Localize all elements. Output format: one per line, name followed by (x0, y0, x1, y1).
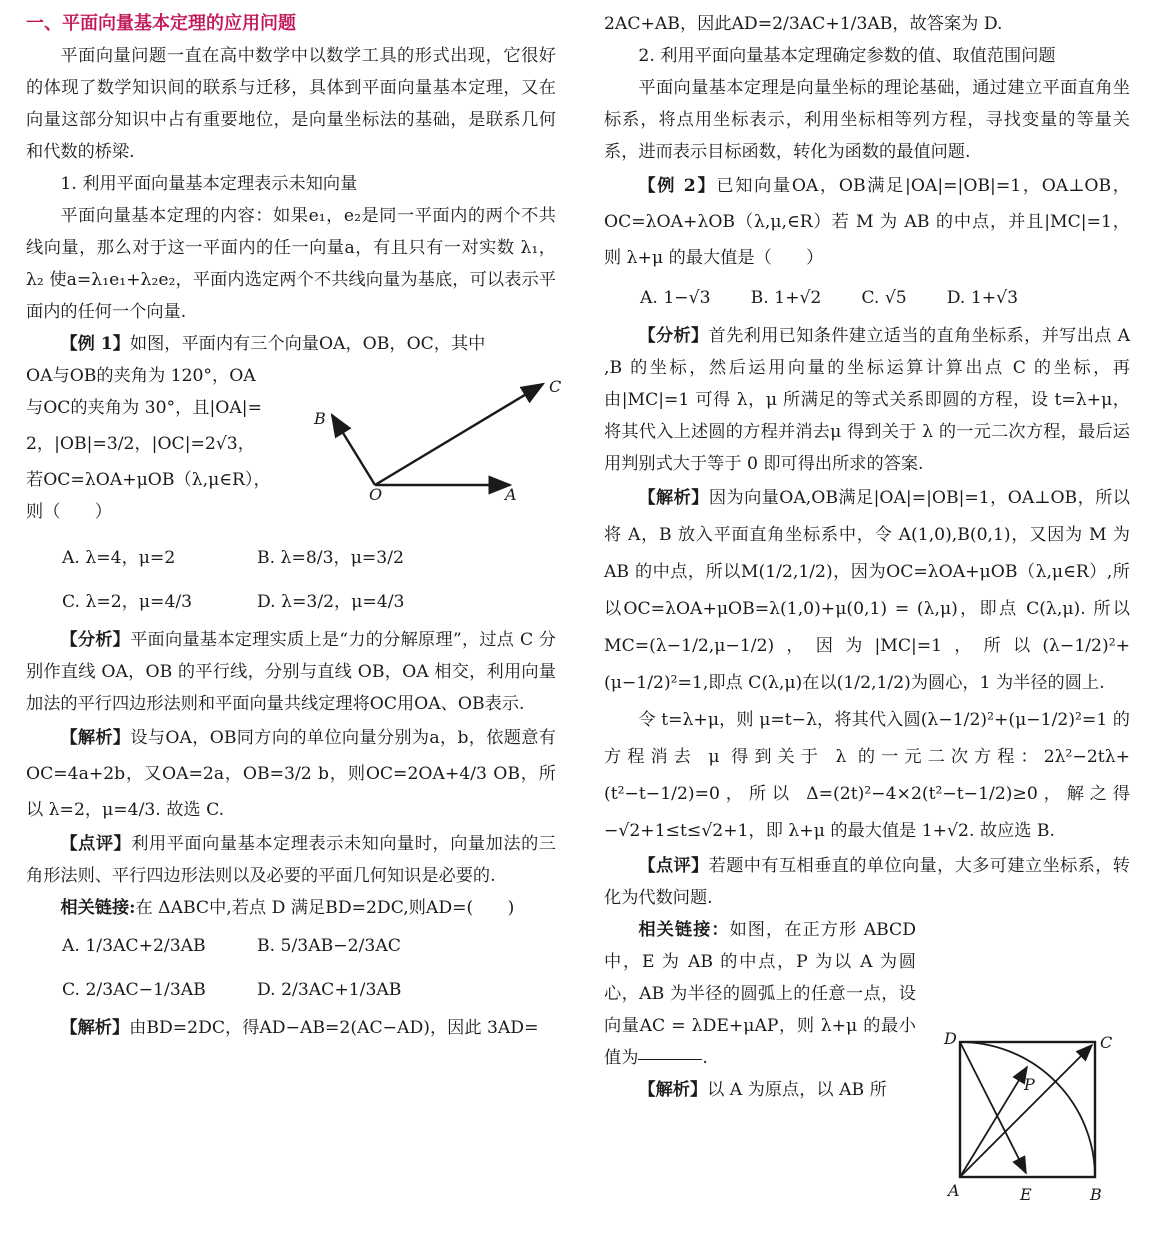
example-2-option-d: D. 1+√3 (946, 288, 1019, 308)
intro-paragraph: 平面向量问题一直在高中数学中以数学工具的形式出现，它很好的体现了数学知识间的联系与迁移，具体到平面向量基本定理，又在向量这部分知识中占有重要地位，是向量坐标法的基础，是联系几何和代数的桥梁. (26, 46, 556, 162)
figure-1-label-a: A (505, 485, 517, 504)
link-1-option-d: D. 2/3AC+1/3AB (257, 980, 402, 1000)
solution-2-tag: 【解析】 (638, 488, 709, 508)
example-1-text-3: 与OC的夹角为 30°，且|OA|= (26, 398, 262, 418)
subsection-2-title: 2. 利用平面向量基本定理确定参数的值、取值范围问题 (638, 46, 1056, 66)
example-1-text-2: OA与OB的夹角为 120°，OA (26, 366, 256, 386)
figure-2-label-b: B (1090, 1185, 1102, 1204)
example-1-option-b: B. λ=8/3，μ=3/2 (257, 548, 404, 568)
example-1-options-row-1 (26, 536, 556, 580)
vector-ob-arrow (332, 415, 375, 485)
example-1-option-c: C. λ=2，μ=4/3 (62, 592, 193, 612)
comment-1-text: 利用平面向量基本定理表示未知向量时，向量加法的三角形法则、平行四边形法则以及必要的平面几何知识是必要的. (26, 834, 556, 886)
example-2-option-b: B. 1+√2 (750, 288, 822, 308)
example-1-left-text (26, 360, 316, 528)
solution-1b-text: 由BD=2DC，得AD−AB=2(AC−AD)，因此 3AD= (129, 1018, 539, 1038)
theorem-paragraph: 平面向量基本定理的内容：如果e₁，e₂是同一平面内的两个不共线向量，那么对于这一平面内的任一向量a，有且只有一对实数 λ₁，λ₂ 使a=λ₁e₁+λ₂e₂，平面内选定两个不共线向量为基底，可以表示平面内的任何一个向量. (26, 206, 556, 322)
comment-2-tag: 【点评】 (638, 856, 709, 876)
vector-ac-arrow (960, 1045, 1092, 1177)
example-2-option-c: C. √5 (861, 288, 907, 308)
comment-2-text: 若题中有互相垂直的单位向量，大多可建立坐标系，转化为代数问题. (604, 856, 1130, 908)
link-1-options-row-1 (26, 924, 556, 968)
example-2-text: 已知向量OA，OB满足|OA|=|OB|=1，OA⊥OB，OC=λOA+λOB（λ,μ,∈R）若 M 为 AB 的中点，并且|MC|=1，则 λ+μ 的最大值是（ ） (604, 176, 1130, 268)
example-1-text-5: 若OC=λOA+μOB（λ,μ∈R）， (26, 470, 271, 490)
figure-2-label-d: D (944, 1029, 957, 1048)
solution-2c (604, 1074, 916, 1106)
example-1-option-a: A. λ=4，μ=2 (62, 548, 176, 568)
example-2-tag: 【例 2】 (638, 176, 717, 196)
solution-1b (26, 1012, 556, 1044)
comment-1 (26, 828, 556, 892)
link-1-option-c: C. 2/3AC−1/3AB (62, 980, 206, 1000)
vector-de-arrow (960, 1042, 1026, 1173)
figure-1-vectors (305, 372, 575, 507)
continued-solution: 2AC+AB，因此AD=2/3AC+1/3AB，故答案为 D. (604, 14, 1003, 34)
solution-1 (26, 720, 556, 828)
analysis-1-tag: 【分析】 (60, 630, 131, 650)
analysis-2-tag: 【分析】 (638, 326, 709, 346)
solution-2 (604, 480, 1130, 702)
example-1-tag: 【例 1】 (60, 334, 130, 354)
analysis-2 (604, 320, 1130, 480)
related-link-2-tag: 相关链接： (638, 920, 730, 940)
analysis-1-text: 平面向量基本定理实质上是“力的分解原理”，过点 C 分别作直线 OA，OB 的平行线，分别与直线 OB，OA 相交，利用向量加法的平行四边形法则和平面向量共线定理将OC用OA、OB表示. (26, 630, 556, 714)
solution-1-tag: 【解析】 (60, 728, 131, 748)
solution-2c-text: 以 A 为原点，以 AB 所 (707, 1080, 887, 1100)
solution-2c-tag: 【解析】 (638, 1080, 708, 1100)
solution-2-text: 因为向量OA,OB满足|OA|=|OB|=1，OA⊥OB，所以将 A，B 放入平面直角坐标系中，令 A(1,0),B(0,1)，又因为 M 为 AB 的中点，所以M(1/2,1/2)，因为OC=λOA+μOB（λ,μ∈R）,所以OC=λOA+μOB=λ(1,0)+μ(0,1) = (λ,μ)，即点 C(λ,μ). 所以MC=(λ−1/2,μ−1/2)，因为|MC|=1，所以(λ−1/2)²+(μ−1/2)²=1,即点 C(λ,μ)在以(1/2,1/2)为圆心，1 为半径的圆上. (604, 488, 1130, 693)
right-column (604, 8, 1130, 1106)
example-1-text-1: 如图，平面内有三个向量OA，OB，OC，其中 (129, 334, 486, 354)
comment-1-tag: 【点评】 (60, 834, 132, 854)
related-link-1-tag: 相关链接: (60, 898, 136, 918)
analysis-1 (26, 624, 556, 720)
example-1-text-4: 2，|OB|=3/2，|OC|=2√3， (26, 434, 255, 454)
vector-ap-arrow (960, 1067, 1027, 1177)
figure-2-label-p: P (1024, 1075, 1035, 1094)
example-1-line (26, 328, 556, 360)
related-link-2-text: 如图，在正方形 ABCD 中，E 为 AB 的中点，P 为以 A 为圆心，AB 为半径的圆弧上的任意一点，设向量AC = λDE+μAP，则 λ+μ 的最小值为 (604, 920, 916, 1068)
left-column (26, 8, 556, 1044)
subsection-1-title: 1. 利用平面向量基本定理表示未知向量 (60, 174, 358, 194)
figure-2-label-c: C (1100, 1033, 1113, 1052)
related-link-1 (26, 892, 556, 924)
related-link-2-block (604, 914, 916, 1106)
paragraph-2: 平面向量基本定理是向量坐标的理论基础，通过建立平面直角坐标系，将点用坐标表示，利用坐标相等列方程，寻找变量的等量关系，进而表示目标函数，转化为函数的最值问题. (604, 78, 1130, 162)
section-heading: 一、平面向量基本定理的应用问题 (26, 13, 296, 34)
figure-2-label-a: A (948, 1181, 960, 1200)
figure-1-label-c: C (549, 377, 562, 396)
figure-1-label-o: O (369, 485, 383, 504)
example-1-options-row-2 (26, 580, 556, 624)
figure-1-label-b: B (314, 409, 326, 428)
comment-2 (604, 850, 1130, 914)
figure-2-label-e: E (1020, 1185, 1032, 1204)
analysis-2-text: 首先利用已知条件建立适当的直角坐标系，并写出点 A ,B 的坐标，然后运用向量的坐标运算计算出点 C 的坐标，再由|MC|=1 可得 λ，μ 所满足的等式关系即圆的方程，设 t=λ+μ，将其代入上述圆的方程并消去μ 得到关于 λ 的一元二次方程，最后运用判别式大于等于 0 即可得出所求的答案. (604, 326, 1130, 474)
link-1-option-a: A. 1/3AC+2/3AB (62, 936, 206, 956)
solution-2b-text: 令 t=λ+μ，则 μ=t−λ，将其代入圆(λ−1/2)²+(μ−1/2)²=1 的方程消去 μ 得到关于 λ 的一元二次方程：2λ²−2tλ+(t²−t−1/2)=0，所以 Δ=(2t)²−4×2(t²−t−1/2)≥0，解之得−√2+1≤t≤√2+1，即 λ+μ 的最大值是 1+√2. 故应选 B. (604, 710, 1130, 841)
figure-2-square (940, 1024, 1120, 1204)
answer-blank (638, 1058, 702, 1060)
example-2 (604, 168, 1130, 276)
link-1-option-b: B. 5/3AB−2/3AC (257, 936, 401, 956)
solution-1b-tag: 【解析】 (60, 1018, 130, 1038)
related-link-2 (604, 914, 916, 1074)
related-link-1-text: 在 ΔABC中,若点 D 满足BD=2DC,则AD=( ) (135, 898, 515, 918)
vector-oc-arrow (375, 384, 543, 485)
solution-1-text: 设与OA，OB同方向的单位向量分别为a，b，依题意有OC=4a+2b，又OA=2a，OB=3/2 b，则OC=2OA+4/3 OB，所以 λ=2，μ=4/3. 故选 C. (26, 728, 556, 820)
example-1-text-6: 则（ ） (26, 502, 112, 522)
example-1-option-d: D. λ=3/2，μ=4/3 (257, 592, 405, 612)
related-link-2-end: . (702, 1048, 708, 1068)
example-2-option-a: A. 1−√3 (640, 288, 711, 308)
example-2-options (604, 276, 1130, 320)
link-1-options-row-2 (26, 968, 556, 1012)
